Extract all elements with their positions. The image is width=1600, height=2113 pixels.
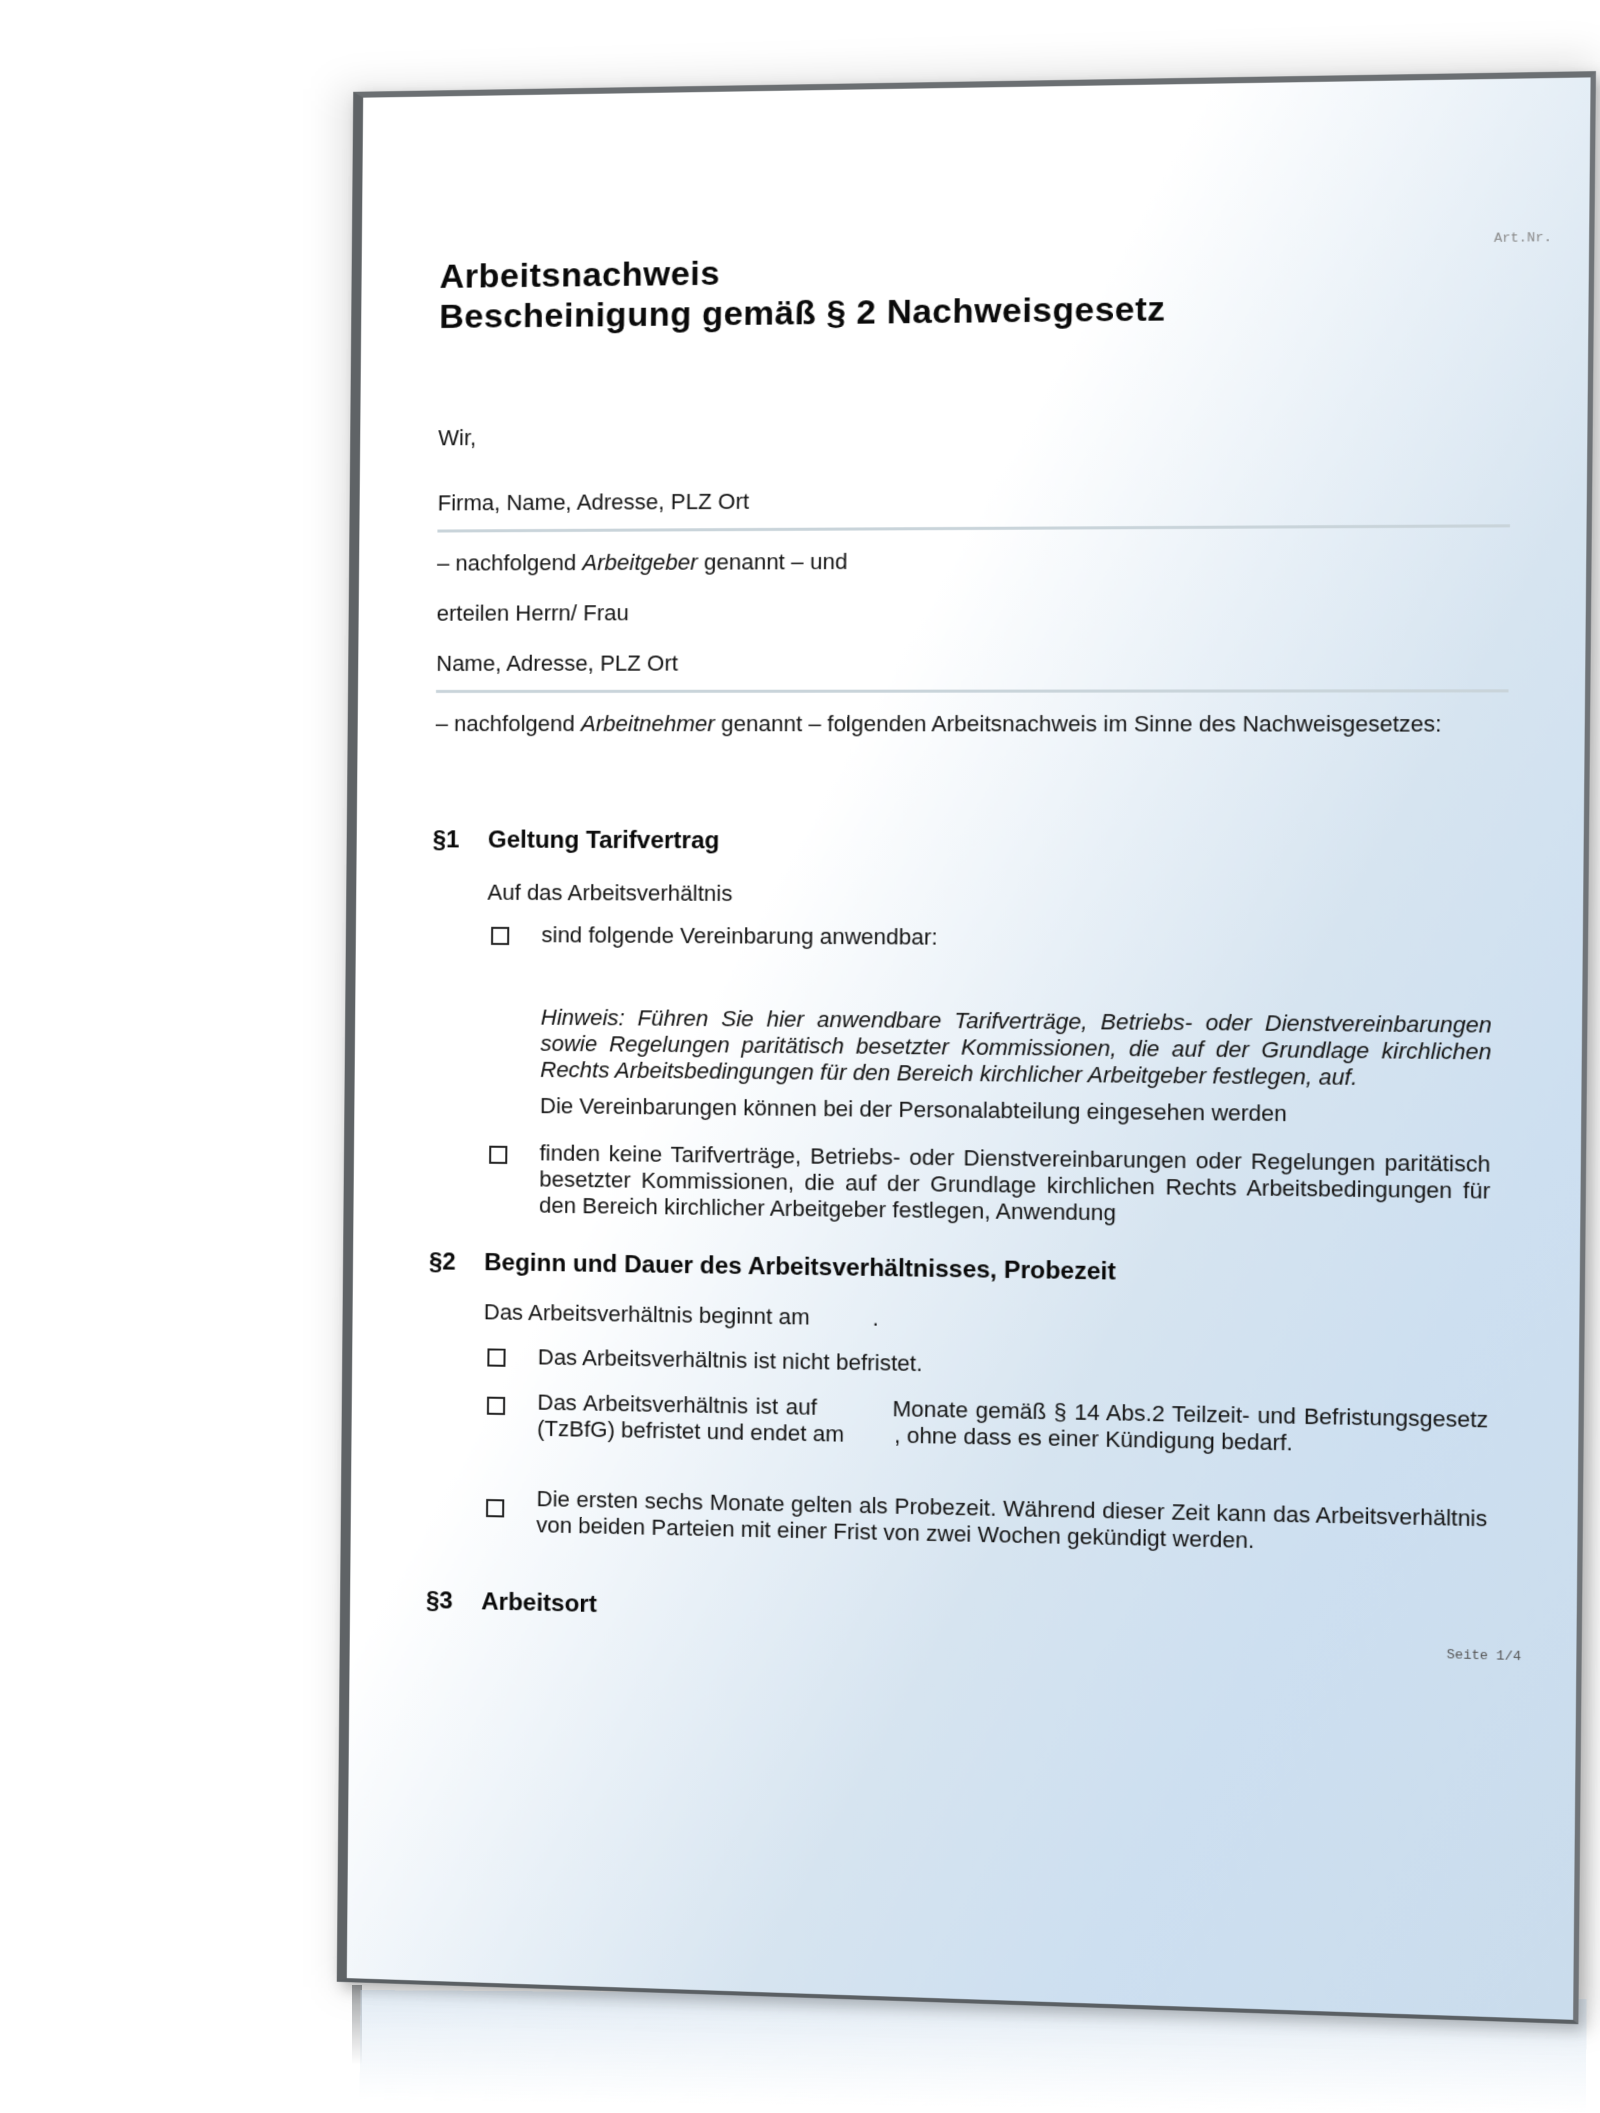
section-1-option-2-checkbox[interactable] [489,1146,507,1164]
section-1-heading [433,825,720,856]
section-2-heading [429,1247,1116,1287]
employer-field-underline [437,524,1510,532]
section-1-intro: Auf das Arbeitsverhältnis [487,879,733,906]
section-1-note: Die Vereinbarungen können bei der Personalabteilung eingesehen werden [539,1092,1288,1127]
section-2-option-2-checkbox[interactable] [487,1397,505,1415]
employee-caption-role: Arbeitnehmer [580,710,716,737]
section-1-option-1-label: sind folgende Vereinbarung anwendbar: [541,922,938,950]
section-2-option-1-label: Das Arbeitsverhältnis ist nicht befristet. [537,1344,923,1377]
salutation-text: Wir, [438,424,477,451]
section-1-option-2-label: finden keine Tarifverträge, Betriebs- oder Dienstvereinbarungen oder Regelungen paritätisch besetzter Kommissionen, die auf der Grundlage kirchlichen Rechts Arbeitsbedingungen für den Bereich kirchlicher Arbeitgeber festlegen, Anwendung [538,1140,1491,1226]
document-page [337,71,1596,2024]
employee-caption [436,710,1442,739]
employee-caption-suffix: genannt – folgenden Arbeitsnachweis im Sinne des Nachweisgesetzes: [714,710,1442,737]
article-number-label: Art.Nr. [1493,229,1552,247]
section-2-start-date-line: Das Arbeitsverhältnis beginnt am . [483,1299,879,1331]
section-3-number: §3 [425,1586,453,1615]
employee-field-underline [436,689,1509,693]
section-1-option-1-checkbox[interactable] [491,927,509,945]
employer-caption-role: Arbeitgeber [582,549,698,576]
section-3-heading [426,1586,597,1620]
employee-field[interactable]: Name, Adresse, PLZ Ort [436,650,679,676]
section-1-title: Geltung Tarifvertrag [487,826,720,855]
section-1-hint: Hinweis: Führen Sie hier anwendbare Tarifverträge, Betriebs- oder Dienstvereinbarungen sowie Regelungen paritätisch besetzter Kommissionen, die auf der Grundlage kirchlichen Rechts Arbeitsbedingungen für den Bereich kirchlicher Arbeitgeber festlegen, auf. [540,1004,1492,1091]
section-2-title: Beginn und Dauer des Arbeitsverhältnisses, Probezeit [484,1249,1116,1286]
section-2-option-1-checkbox[interactable] [487,1348,505,1366]
employer-caption-suffix: genannt – und [697,548,848,575]
employer-field[interactable]: Firma, Name, Adresse, PLZ Ort [437,488,750,516]
section-1-number: §1 [432,826,460,854]
employer-caption [437,548,848,578]
page-number: Seite 1/4 [1446,1646,1522,1665]
employer-caption-prefix: – nachfolgend [437,549,583,576]
section-2-option-2-label: Das Arbeitsverhältnis ist auf Monate gemäß § 14 Abs.2 Teilzeit- und Befristungsgesetz (TzBfG) befristet und endet am , ohne dass es einer Kündigung bedarf. [537,1389,1495,1456]
section-2-option-3-checkbox[interactable] [486,1499,504,1517]
title-line-1: Arbeitsnachweis [439,254,721,296]
section-2-option-3-label: Die ersten sechs Monate gelten als Probezeit. Während dieser Zeit kann das Arbeitsverhältnis von beiden Parteien mit einer Frist von zwei Wochen gekündigt werden. [536,1485,1488,1554]
document-title [439,248,1166,337]
section-3-title: Arbeitsort [481,1588,597,1619]
employee-caption-prefix: – nachfolgend [435,710,582,737]
page-content [347,77,1591,2019]
section-2-number: §2 [428,1248,456,1276]
title-line-2: Bescheinigung gemäß § 2 Nachweisgesetz [439,289,1166,337]
issue-line: erteilen Herrn/ Frau [436,600,630,626]
